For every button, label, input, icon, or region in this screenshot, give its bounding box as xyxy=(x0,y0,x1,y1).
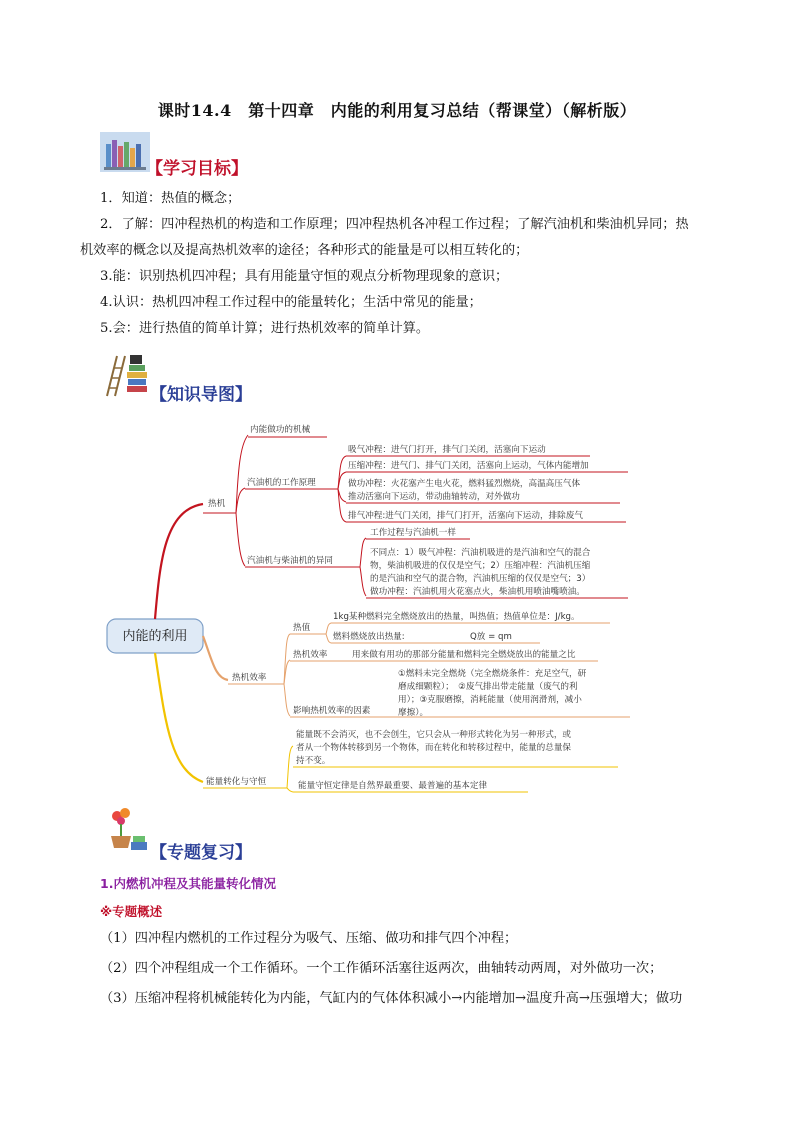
node-efficiency: 热机效率 xyxy=(232,673,267,683)
node-conservation-line-1: 能量既不会消灭，也不会创生，它只会从一种形式转化为另一种形式，或 xyxy=(296,730,572,740)
node-heat-value-def: 1kg某种燃料完全燃烧放出的热量，叫热值；热值单位是：J/kg。 xyxy=(333,612,580,622)
mindmap-root-label: 内能的利用 xyxy=(122,629,188,644)
node-same-process: 工作过程与汽油机一样 xyxy=(370,528,456,538)
review-lines xyxy=(100,924,740,1014)
node-gasoline-principle: 汽油机的工作原理 xyxy=(247,478,316,488)
node-power-stroke-1: 做功冲程：火花塞产生电火花，燃料猛烈燃烧，高温高压气体 xyxy=(348,479,581,489)
node-heat-engine: 热机 xyxy=(208,499,226,509)
node-conservation-line-3: 持不变。 xyxy=(296,756,331,766)
section-review-heading: 【专题复习】 xyxy=(150,843,252,863)
branch-heat-engine xyxy=(155,504,203,619)
node-power-stroke-2: 推动活塞向下运动，带动曲轴转动，对外做功 xyxy=(348,492,520,502)
page-title: 课时14.4 第十四章 内能的利用复习总结（帮课堂）（解析版） xyxy=(157,101,637,120)
node-compression-stroke: 压缩冲程：进气门、排气门关闭，活塞向上运动，气体内能增加 xyxy=(348,461,589,471)
goal-item: 1．知道：热值的概念； xyxy=(100,191,241,206)
branch-efficiency xyxy=(203,636,228,680)
node-intake-stroke: 吸气冲程：进气门打开，排气门关闭，活塞向下运动 xyxy=(348,445,546,455)
flower-pot-icon xyxy=(103,806,151,858)
node-gas-diesel-diff: 汽油机与柴油机的异同 xyxy=(247,556,333,566)
node-efficiency-label: 热机效率 xyxy=(293,650,328,660)
node-factor-line-4: 摩擦）。 xyxy=(398,708,429,718)
goal-item: 机效率的概念以及提高热机效率的途径；各种形式的能量是可以相互转化的； xyxy=(80,243,529,258)
node-efficiency-factors: 影响热机效率的因素 xyxy=(293,706,371,716)
section-map-heading: 【知识导图】 xyxy=(150,385,252,405)
node-diff-line-1: 不同点：1）吸气冲程：汽油机吸进的是汽油和空气的混合 xyxy=(370,548,591,558)
node-formula: Q放 = qm xyxy=(470,632,512,642)
node-conservation-line-2: 者从一个物体转移到另一个物体，而在转化和转移过程中，能量的总量保 xyxy=(296,743,572,753)
node-internal-work: 内能做功的机械 xyxy=(250,425,311,435)
node-diff-line-4: 做功冲程：汽油机用火花塞点火，柴油机用喷油嘴喷油。 xyxy=(370,587,585,597)
branch-conservation xyxy=(155,653,203,782)
node-conservation: 能量转化与守恒 xyxy=(206,777,267,787)
node-fuel-heat: 燃料燃烧放出热量: xyxy=(333,632,405,642)
node-factor-line-2: 磨成细颗粒）； ②废气排出带走能量（废气的利 xyxy=(398,682,578,692)
node-diff-line-3: 的是汽油和空气的混合物，汽油机压缩的仅仅是空气；3） xyxy=(370,574,591,584)
goal-item: 2．了解：四冲程热机的构造和工作原理；四冲程热机各冲程工作过程；了解汽油机和柴油机异同；热 xyxy=(100,217,689,232)
review-line: （2）四个冲程组成一个工作循环。一个工作循环活塞往返两次，曲轴转动两周，对外做功一次； xyxy=(100,961,663,976)
node-exhaust-stroke: 排气冲程:进气门关闭，排气门打开，活塞向下运动，排除废气 xyxy=(348,511,583,521)
node-factor-line-3: 用）；③克服磨擦，消耗能量（使用润滑剂，减小 xyxy=(398,695,582,705)
node-heat-value: 热值 xyxy=(293,623,311,633)
node-factor-line-1: ①燃料未完全燃烧（完全燃烧条件：充足空气，研 xyxy=(398,669,587,679)
node-diff-line-2: 物，柴油机吸进的仅仅是空气；2）压缩冲程：汽油机压缩 xyxy=(370,561,591,571)
review-overview-heading: ※专题概述 xyxy=(100,904,163,919)
node-conservation-law: 能量守恒定律是自然界最重要、最普遍的基本定律 xyxy=(298,781,488,791)
node-efficiency-def: 用来做有用功的那部分能量和燃料完全燃烧放出的能量之比 xyxy=(352,650,576,660)
goal-item: 4.认识：热机四冲程工作过程中的能量转化；生活中常见的能量； xyxy=(100,295,482,310)
review-topic-heading: 1.内燃机冲程及其能量转化情况 xyxy=(100,876,276,891)
review-line: （1）四冲程内燃机的工作过程分为吸气、压缩、做功和排气四个冲程； xyxy=(100,931,518,946)
section-goals-heading: 【学习目标】 xyxy=(146,159,248,179)
goal-item: 3.能：识别热机四冲程；具有用能量守恒的观点分析物理现象的意识； xyxy=(100,269,509,284)
review-line: （3）压缩冲程将机械能转化为内能，气缸内的气体体积减小→内能增加→温度升高→压强增大；做功 xyxy=(100,991,683,1006)
goal-item: 5.会：进行热值的简单计算；进行热机效率的简单计算。 xyxy=(100,321,430,336)
